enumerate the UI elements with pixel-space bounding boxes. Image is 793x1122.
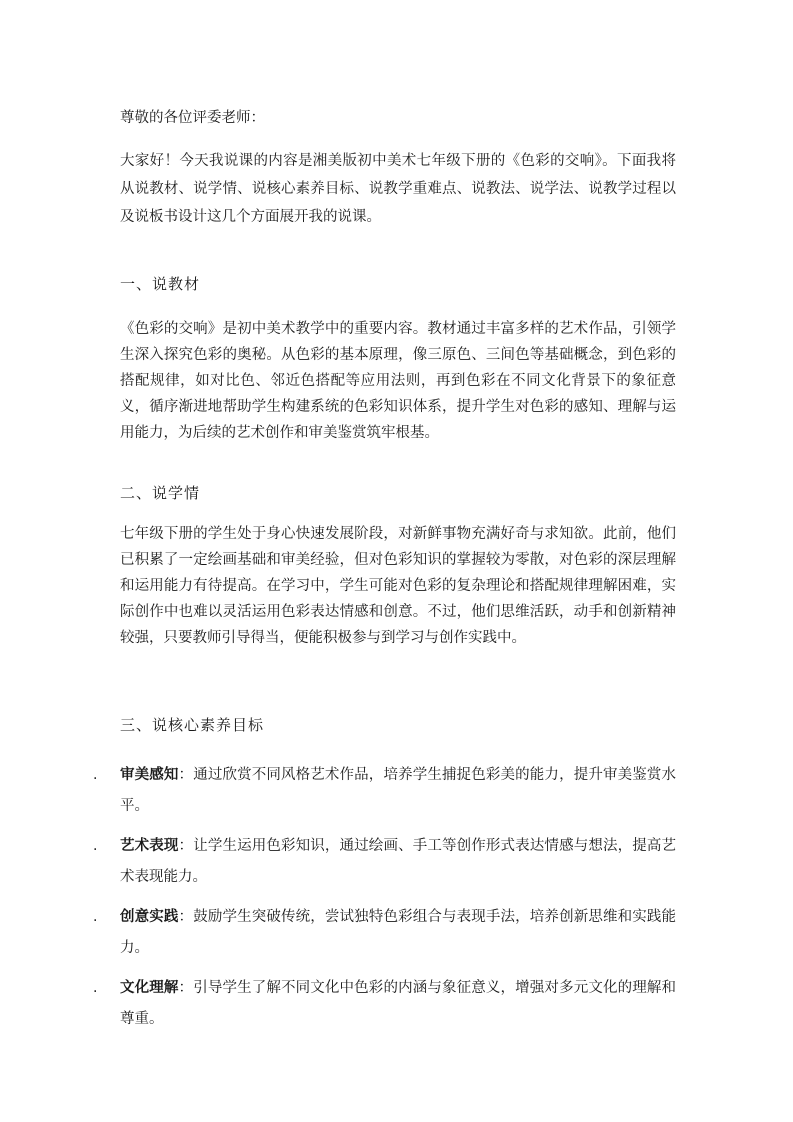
goal-separator: ： xyxy=(178,838,194,854)
list-item xyxy=(93,902,677,964)
section-heading-students: 二、说学情 xyxy=(120,484,201,502)
list-item xyxy=(93,831,677,893)
section-body-textbook: 《色彩的交响》是初中美术教学中的重要内容。教材通过丰富多样的艺术作品，引领学生深入探究色彩的奥秘。从色彩的基本原理，像三原色、三间色等基础概念，到色彩的搭配规律，如对比色、邻近色搭配等应用法则，再到色彩在不同文化背景下的象征意义，循序渐进地帮助学生构建系统的色彩知识体系，提升学生对色彩的感知、理解与运用能力，为后续的艺术创作和审美鉴赏筑牢根基。 xyxy=(120,321,676,441)
list-item xyxy=(93,973,677,1035)
goal-text: 让学生运用色彩知识，通过绘画、手工等创作形式表达情感与想法，提高艺术表现能力。 xyxy=(120,838,677,885)
section-heading-textbook: 一、说教材 xyxy=(120,275,201,293)
bullet-marker: . xyxy=(93,909,98,925)
list-item xyxy=(93,760,677,822)
goal-term: 审美感知 xyxy=(120,767,179,783)
goal-separator: ： xyxy=(178,767,194,783)
goals-list xyxy=(93,760,677,1044)
bullet-marker: . xyxy=(93,767,98,783)
greeting: 尊敬的各位评委老师： xyxy=(120,110,265,126)
goal-separator: ： xyxy=(178,980,194,996)
bullet-marker: . xyxy=(93,980,98,996)
section-heading-goals: 三、说核心素养目标 xyxy=(120,716,265,734)
goal-text: 引导学生了解不同文化中色彩的内涵与象征意义，增强对多元文化的理解和尊重。 xyxy=(120,980,677,1027)
goal-text: 通过欣赏不同风格艺术作品，培养学生捕捉色彩美的能力，提升审美鉴赏水平。 xyxy=(120,767,677,814)
goal-term: 艺术表现 xyxy=(120,838,179,854)
section-body-students: 七年级下册的学生处于身心快速发展阶段，对新鲜事物充满好奇与求知欲。此前，他们已积累了一定绘画基础和审美经验，但对色彩知识的掌握较为零散，对色彩的深层理解和运用能力有待提高。在学习中，学生可能对色彩的复杂理论和搭配规律理解困难，实际创作中也难以灵活运用色彩表达情感和创意。不过，他们思维活跃，动手和创新精神较强，只要教师引导得当，便能积极参与到学习与创作实践中。 xyxy=(120,526,676,646)
goal-term: 文化理解 xyxy=(120,980,179,996)
goal-term: 创意实践 xyxy=(120,909,179,925)
bullet-marker: . xyxy=(93,838,98,854)
goal-text: 鼓励学生突破传统，尝试独特色彩组合与表现手法，培养创新思维和实践能力。 xyxy=(120,909,677,956)
goal-separator: ： xyxy=(178,909,194,925)
intro-paragraph: 大家好！今天我说课的内容是湘美版初中美术七年级下册的《色彩的交响》。下面我将从说教材、说学情、说核心素养目标、说教学重难点、说教法、说学法、说教学过程以及说板书设计这几个方面展开我的说课。 xyxy=(120,153,676,225)
